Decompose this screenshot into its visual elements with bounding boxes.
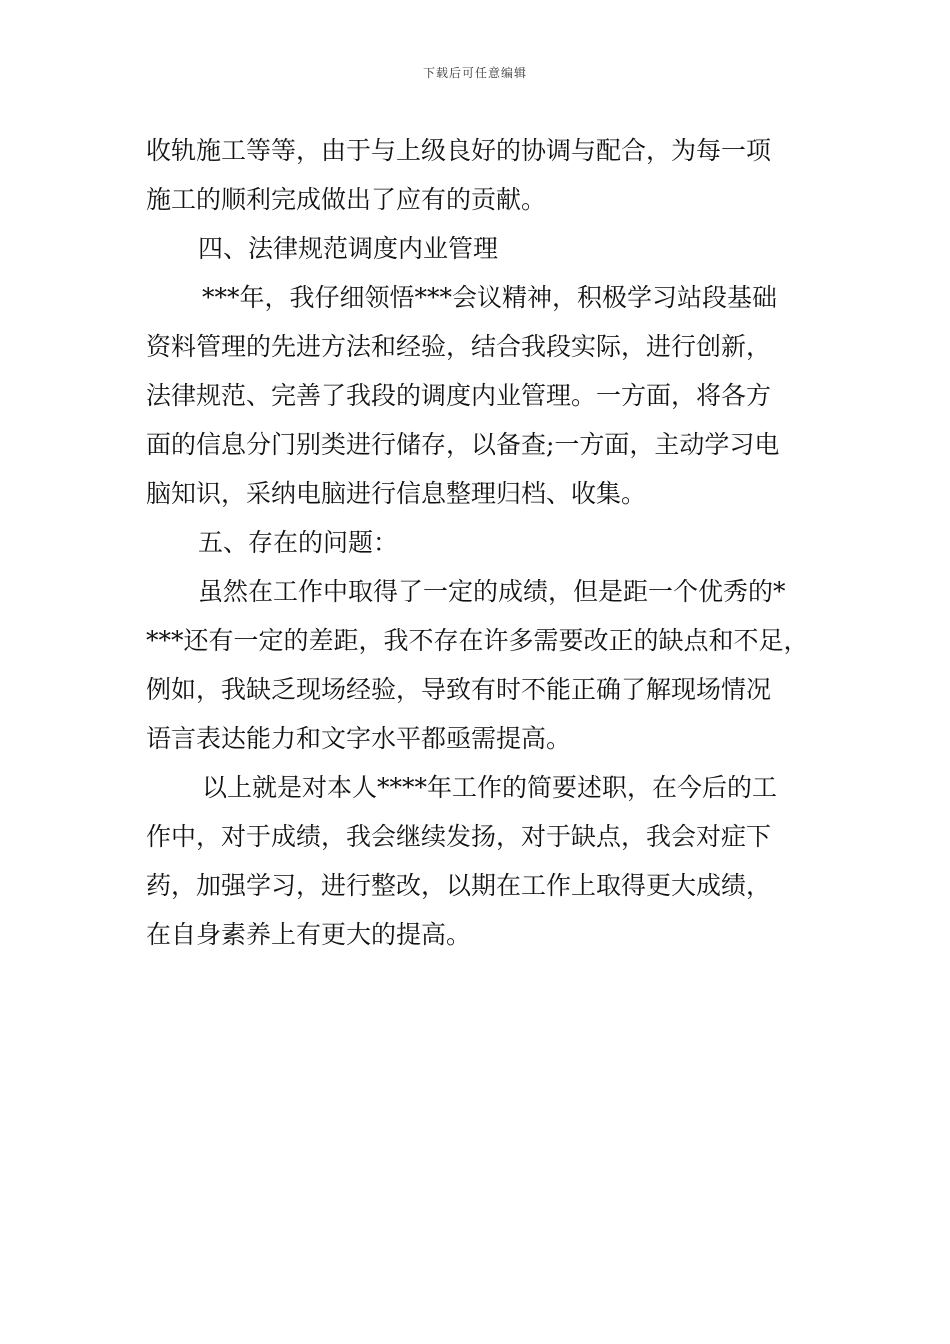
text-line: 在自身素养上有更大的提高。 xyxy=(146,920,472,949)
text-line: 药，加强学习，进行整改，以期在工作上取得更大成绩， xyxy=(146,871,772,900)
section-heading: 四、法律规范调度内业管理 xyxy=(198,234,499,263)
text-line: ***还有一定的差距，我不存在许多需要改正的缺点和不足， xyxy=(146,626,809,655)
text-line: 法律规范、完善了我段的调度内业管理。一方面，将各方 xyxy=(146,381,772,410)
text-line: 施工的顺利完成做出了应有的贡献。 xyxy=(146,185,547,214)
text-line: 脑知识，采纳电脑进行信息整理归档、收集。 xyxy=(146,479,647,508)
section-heading: 五、存在的问题： xyxy=(198,528,399,557)
text-line: 面的信息分门别类进行储存，以备查;一方面，主动学习电 xyxy=(146,430,780,459)
text-line: 以上就是对本人****年工作的简要述职，在今后的工 xyxy=(202,773,778,802)
text-line: 语言表达能力和文字水平都亟需提高。 xyxy=(146,724,572,753)
text-line: 虽然在工作中取得了一定的成绩，但是距一个优秀的* xyxy=(198,577,786,606)
text-line: ***年，我仔细领悟***会议精神，积极学习站段基础 xyxy=(202,283,778,312)
page-header: 下载后可任意编辑 xyxy=(422,66,527,80)
text-line: 作中，对于成绩，我会继续发扬，对于缺点，我会对症下 xyxy=(146,822,772,851)
text-line: 例如，我缺乏现场经验，导致有时不能正确了解现场情况 xyxy=(146,675,772,704)
text-line: 收轨施工等等，由于与上级良好的协调与配合，为每一项 xyxy=(146,136,772,165)
document-body xyxy=(146,126,816,959)
text-line: 资料管理的先进方法和经验，结合我段实际，进行创新， xyxy=(146,332,772,361)
